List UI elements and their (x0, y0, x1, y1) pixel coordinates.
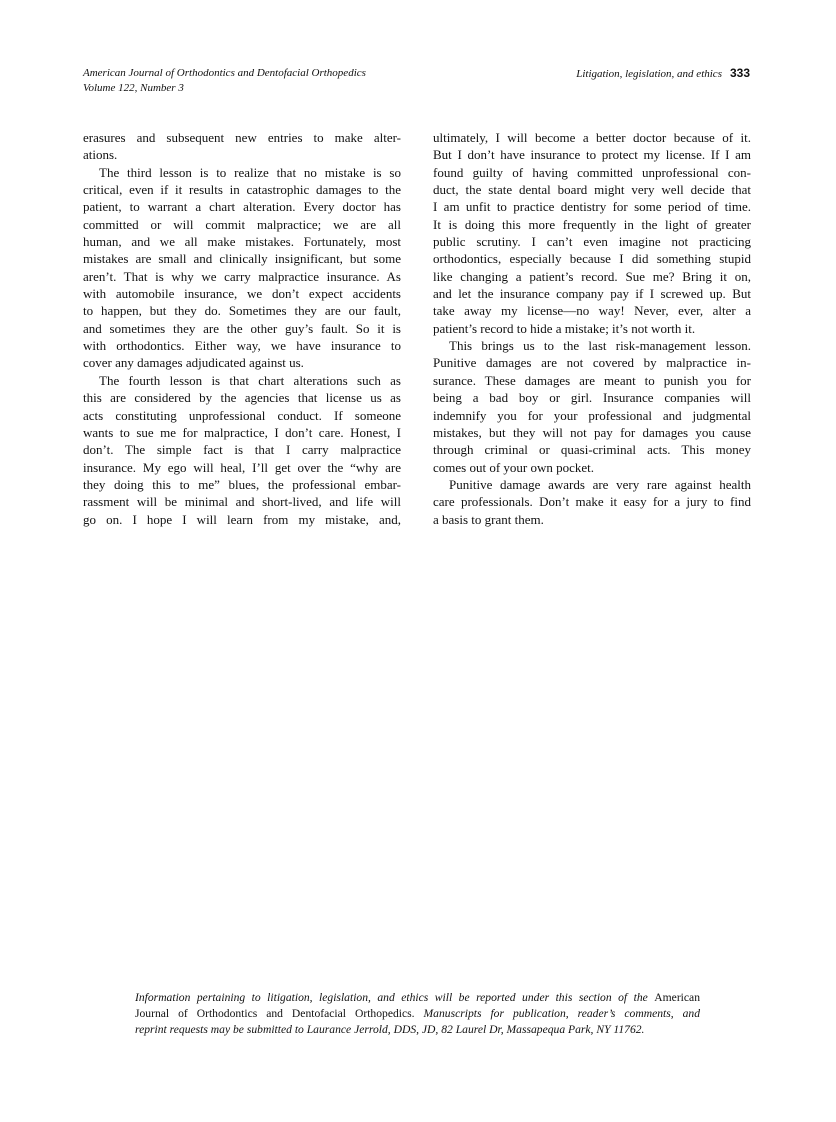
text-line: critical, even if it results in catastrophic damages to the (83, 182, 401, 198)
paragraph (433, 129, 751, 337)
footnote-segment: Journal of Orthodontics and Dentofacial Orthopedics. (135, 1007, 424, 1020)
text-line: ultimately, I will become a better doctor because of it. (433, 130, 751, 145)
page-number: 333 (729, 66, 750, 80)
text-line: public scrutiny. I can’t even imagine not practicing (433, 234, 751, 250)
text-line: Punitive damages are not covered by malpractice in- (433, 355, 751, 371)
text-line: to happen, but they do. Sometimes they are our fault, (83, 303, 401, 319)
text-line: comes out of your own pocket. (433, 459, 595, 475)
paragraph (433, 476, 751, 528)
footnote-segment: American (654, 991, 700, 1004)
text-line: with orthodontics. Either way, we have insurance to (83, 338, 401, 354)
text-line: erasures and subsequent new entries to make alter- (83, 130, 401, 145)
footnote-line (135, 990, 700, 1006)
text-line: orthodontics, especially because I did something stupid (433, 251, 751, 267)
section-title: Litigation, legislation, and ethics (576, 68, 722, 80)
text-line: a basis to grant them. (433, 511, 544, 527)
text-line: they doing this to me” blues, the professional embar- (83, 476, 401, 492)
text-line: insurance. My ego will heal, I’ll get over the “why are (83, 459, 401, 475)
text-line: duct, the state dental board might very well decide that (433, 182, 751, 198)
text-line: It is doing this more frequently in the light of greater (433, 216, 751, 232)
text-line: ations. (83, 147, 118, 163)
volume-number: Volume 122, Number 3 (83, 82, 184, 94)
paragraph (83, 164, 401, 372)
text-line: Punitive damage awards are very rare against health (449, 476, 751, 492)
text-line: through criminal or quasi-criminal acts. This money (433, 442, 751, 458)
text-line: human, and we all make mistakes. Fortunately, most (83, 234, 401, 250)
text-line: committed or will commit malpractice; we are all (83, 216, 401, 232)
text-line: aren’t. That is why we carry malpractice insurance. As (83, 268, 401, 284)
text-line: acts constituting unprofessional conduct. If someone (83, 407, 401, 423)
text-line: cover any damages adjudicated against us. (83, 355, 304, 371)
paragraph (83, 129, 401, 164)
footnote-line (135, 1022, 700, 1038)
text-line: indemnify you for your professional and judgmental (433, 407, 751, 423)
footnote-segment: Information pertaining to litigation, legislation, and ethics will be reported under this section of the (135, 991, 655, 1004)
text-line: patient’s record to hide a mistake; it’s not worth it. (433, 320, 696, 336)
running-header-left (83, 66, 366, 96)
text-line: But I don’t have insurance to protect my license. If I am (433, 147, 751, 163)
text-line: take away my license—no way! Never, ever, alter a (433, 303, 751, 319)
text-line: and sometimes they are the other guy’s fault. So it is (83, 320, 401, 336)
text-line: The third lesson is to realize that no mistake is so (99, 164, 401, 180)
text-line: and let the insurance company pay if I screwed up. But (433, 286, 751, 302)
text-line: surance. These damages are meant to punish you for (433, 372, 751, 388)
text-column-right (433, 129, 751, 528)
paragraph (83, 372, 401, 528)
text-line: rassment will be minimal and short-lived, and life will (83, 494, 401, 510)
text-line: with automobile insurance, we don’t expect accidents (83, 286, 401, 302)
text-line: The fourth lesson is that chart alterations such as (99, 372, 401, 388)
footnote (135, 990, 700, 1038)
journal-title: American Journal of Orthodontics and Dentofacial Orthopedics (83, 67, 366, 79)
text-line: this are considered by the agencies that license us as (83, 390, 401, 406)
text-column-left (83, 129, 401, 528)
text-line: being a bad boy or girl. Insurance companies will (433, 390, 751, 406)
text-line: mistakes, but they will not pay for damages you cause (433, 424, 751, 440)
paragraph (433, 337, 751, 476)
text-line: I am unfit to practice dentistry for some period of time. (433, 199, 751, 215)
text-line: wants to sue me for malpractice, I don’t care. Honest, I (83, 424, 401, 440)
text-line: patient, to warrant a chart alteration. Every doctor has (83, 199, 401, 215)
text-line: like changing a patient’s record. Sue me? Bring it on, (433, 268, 751, 284)
footnote-line (135, 1006, 700, 1022)
text-line: care professionals. Don’t make it easy for a jury to find (433, 494, 751, 510)
text-line: go on. I hope I will learn from my mistake, and, (83, 511, 401, 527)
text-line: found guilty of having committed unprofessional con- (433, 164, 751, 180)
text-line: mistakes are small and clinically insignificant, but some (83, 251, 401, 267)
text-line: don’t. The simple fact is that I carry malpractice (83, 442, 401, 458)
footnote-segment: Manuscripts for publication, reader’s comments, and (423, 1007, 700, 1020)
running-header-right (576, 66, 750, 82)
footnote-segment: reprint requests may be submitted to Laurance Jerrold, DDS, JD, 82 Laurel Dr, Massapequa Park, NY 11762. (135, 1023, 645, 1036)
text-line: This brings us to the last risk-management lesson. (449, 338, 751, 354)
